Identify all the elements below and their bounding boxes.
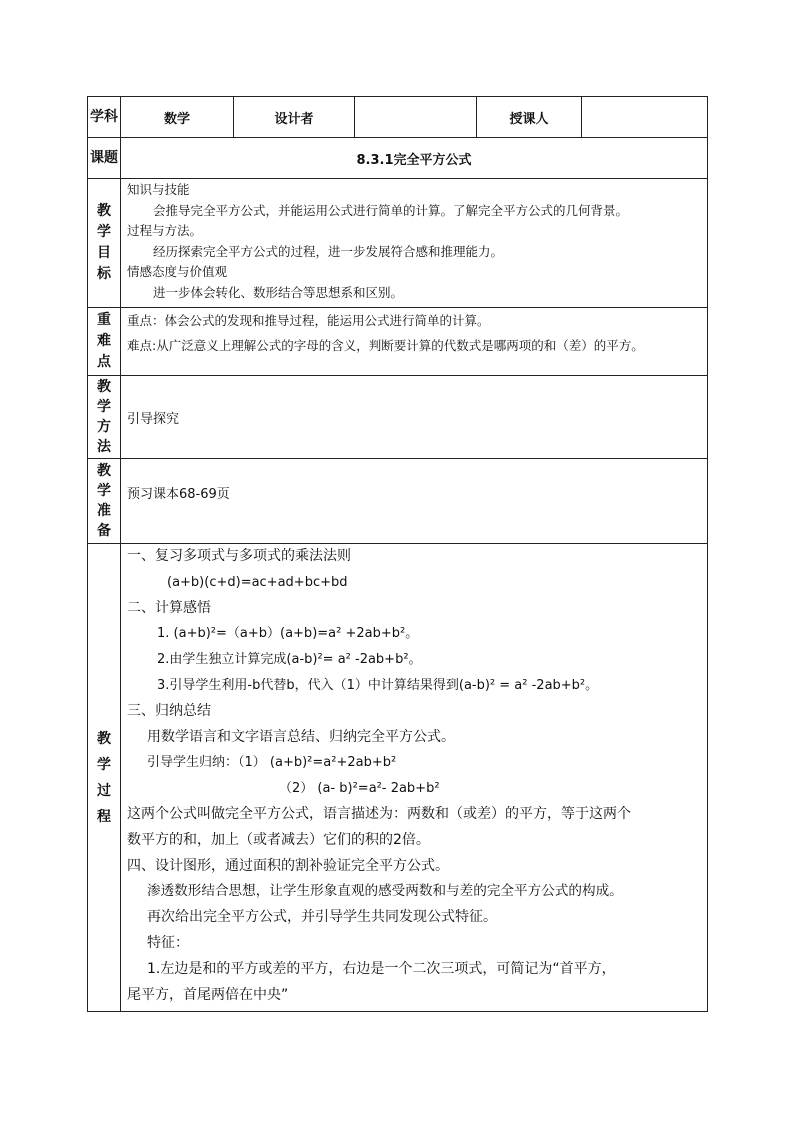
process-line: 一、复习多项式与多项式的乘法法则 <box>127 548 351 564</box>
objectives-label-text: 教学目标 <box>97 203 111 282</box>
objectives-row <box>88 179 708 308</box>
process-label-text: 教学过程 <box>97 730 111 825</box>
objectives-content <box>121 179 708 308</box>
process-row <box>88 544 708 1012</box>
method-row <box>88 376 708 459</box>
key-points-content <box>121 308 708 376</box>
objectives-line: 会推导完全平方公式，并能运用公式进行简单的计算。了解完全平方公式的几何背景。 <box>153 202 629 218</box>
teacher-value <box>582 97 708 138</box>
process-line: （2） (a- b)²=a²- 2ab+b² <box>279 781 440 797</box>
subject-label <box>88 97 121 138</box>
designer-value <box>355 97 477 138</box>
objectives-line: 知识与技能 <box>127 182 190 197</box>
process-line: 引导学生归纳：（1） (a+b)²=a²+2ab+b² <box>147 755 397 771</box>
process-line: 用数学语言和文字语言总结、归纳完全平方公式。 <box>147 728 455 745</box>
key-points-row <box>88 308 708 376</box>
process-label <box>88 544 121 1012</box>
topic-row <box>88 138 708 179</box>
topic-label <box>88 138 121 179</box>
preparation-row <box>88 459 708 544</box>
teacher-label: 授课人 <box>477 97 582 138</box>
objectives-label <box>88 179 121 308</box>
topic-title: 8.3.1完全平方公式 <box>121 138 708 179</box>
process-line: 特征： <box>147 934 189 951</box>
process-line: 1.左边是和的平方或差的平方，右边是一个二次三项式，可简记为“首平方， <box>147 960 616 977</box>
topic-label-text: 课题 <box>90 150 118 166</box>
process-line: 尾平方，首尾两倍在中央” <box>127 986 289 1003</box>
preparation-label-text: 教学准备 <box>97 463 111 539</box>
key-points-label-text: 重难点 <box>97 312 111 370</box>
preparation-label <box>88 459 121 544</box>
process-line: 渗透数形结合思想，让学生形象直观的感受两数和与差的完全平方公式的构成。 <box>147 883 623 900</box>
designer-label: 设计者 <box>234 97 355 138</box>
header-row <box>88 97 708 138</box>
process-line: 三、归纳总结 <box>127 702 211 719</box>
process-line: 数平方的和，加上（或者减去）它们的积的2倍。 <box>127 831 430 848</box>
process-line: 1. (a+b)²=（a+b）(a+b)=a² +2ab+b²。 <box>157 626 419 642</box>
process-line: (a+b)(c+d)=ac+ad+bc+bd <box>167 574 348 590</box>
subject-label-text: 学科 <box>90 109 118 125</box>
process-line: 二、计算感悟 <box>127 599 211 616</box>
objectives-line: 情感态度与价值观 <box>127 264 228 279</box>
process-line: 这两个公式叫做完全平方公式，语言描述为：两数和（或差）的平方，等于这两个 <box>127 805 631 822</box>
method-value: 引导探究 <box>121 376 708 459</box>
lesson-plan-table <box>87 96 708 1012</box>
key-points-label <box>88 308 121 376</box>
method-label <box>88 376 121 459</box>
key-point-line: 难点:从广泛意义上理解公式的字母的含义，判断要计算的代数式是哪两项的和（差）的平方。 <box>127 338 644 353</box>
key-point-line: 重点：体会公式的发现和推导过程，能运用公式进行简单的计算。 <box>127 313 490 328</box>
objectives-line: 经历探索完全平方公式的过程，进一步发展符合感和推理能力。 <box>153 243 504 259</box>
process-line: 2.由学生独立计算完成(a-b)²= a² -2ab+b²。 <box>157 652 422 668</box>
objectives-line: 过程与方法。 <box>127 223 203 238</box>
subject-value: 数学 <box>121 97 234 138</box>
process-line: 3.引导学生利用-b代替b，代入（1）中计算结果得到(a-b)² = a² -2ab+b²。 <box>157 677 599 693</box>
method-label-text: 教学方法 <box>97 379 111 455</box>
process-line: 再次给出完全平方公式，并引导学生共同发现公式特征。 <box>147 909 497 926</box>
preparation-value: 预习课本68-69页 <box>121 459 708 544</box>
process-line: 四、设计图形，通过面积的割补验证完全平方公式。 <box>127 857 449 874</box>
objectives-line: 进一步体会转化、数形结合等思想系和区别。 <box>153 284 404 300</box>
process-content <box>121 544 708 1012</box>
